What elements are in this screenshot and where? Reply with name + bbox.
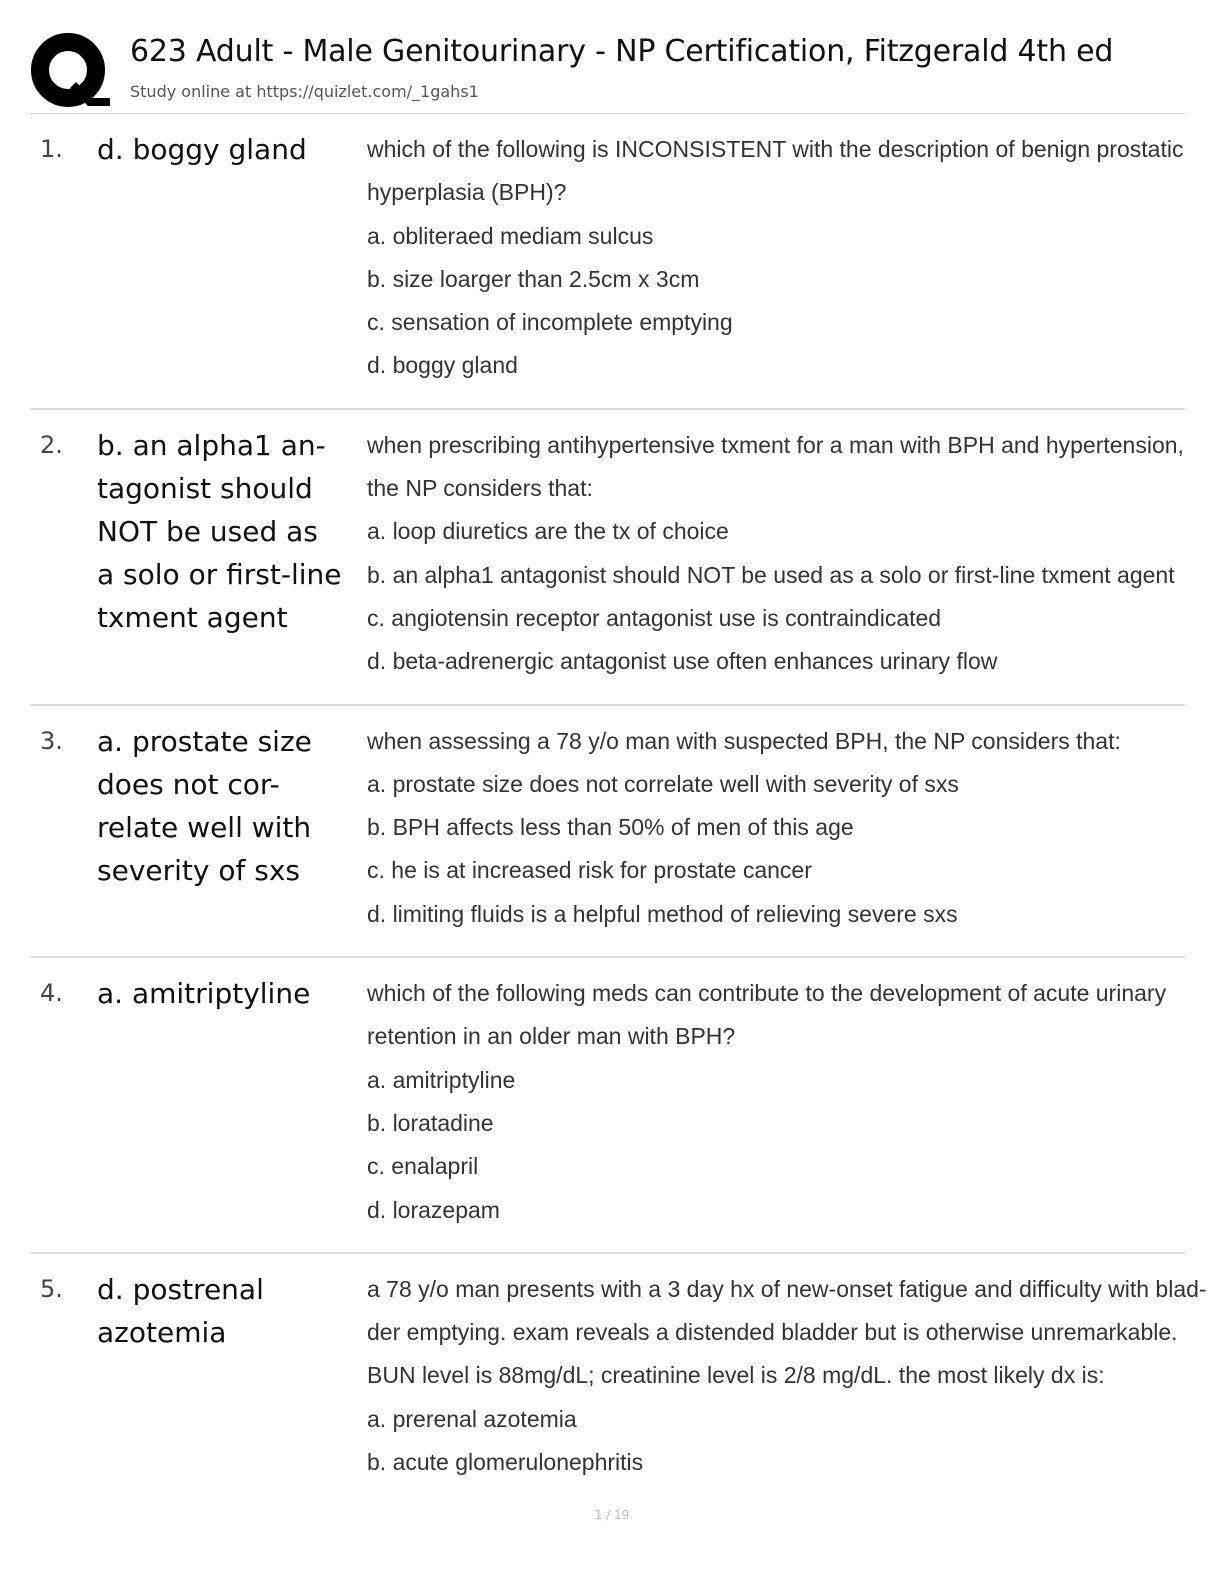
flashcard-row [30, 114, 1185, 410]
definition-line: d. boggy gland [367, 352, 518, 379]
definition-line: a. obliteraed mediam sulcus [367, 222, 654, 249]
study-online-link[interactable]: Study online at https://quizlet.com/_1gahs1 [130, 82, 479, 101]
definition-line: b. size loarger than 2.5cm x 3cm [367, 265, 700, 292]
flashcard-row [30, 1254, 1207, 1504]
definition-line: d. limiting fluids is a helpful method of relieving severe sxs [367, 900, 958, 927]
quizlet-q-logo-icon [30, 30, 110, 110]
card-term: b. an alpha1 an- tagonist should NOT be used as a solo or first-line txment agent [97, 428, 342, 634]
card-definition [367, 424, 1185, 684]
definition-line: a 78 y/o man presents with a 3 day hx of new-onset fatigue and difficulty with blad- [367, 1275, 1207, 1302]
card-term: a. prostate size does not cor- relate well with severity of sxs [97, 724, 312, 887]
card-definition [367, 720, 1185, 936]
definition-line: b. an alpha1 antagonist should NOT be used as a solo or first-line txment agent [367, 561, 1175, 588]
definition-line: b. loratadine [367, 1109, 494, 1136]
document-title: 623 Adult - Male Genitourinary - NP Certification, Fitzgerald 4th ed [130, 34, 1114, 69]
definition-line: der emptying. exam reveals a distended bladder but is otherwise unremarkable. [367, 1319, 1178, 1346]
definition-line: a. prerenal azotemia [367, 1405, 577, 1432]
flashcard-row [30, 706, 1185, 958]
definition-line: the NP considers that: [367, 475, 593, 502]
flashcard-list [30, 114, 1207, 1504]
page-indicator: 1 / 19 [594, 1508, 630, 1522]
definition-line: retention in an older man with BPH? [367, 1023, 736, 1050]
card-number: 2. [40, 430, 63, 459]
card-number: 4. [40, 979, 63, 1008]
definition-line: d. lorazepam [367, 1196, 500, 1223]
definition-line: a. amitriptyline [367, 1066, 516, 1093]
card-term: d. boggy gland [97, 133, 307, 166]
card-number: 1. [40, 135, 63, 163]
card-term: d. postrenal azotemia [97, 1272, 264, 1349]
definition-line: when prescribing antihypertensive txment for a man with BPH and hypertension, [367, 431, 1184, 458]
definition-line: hyperplasia (BPH)? [367, 179, 567, 206]
card-number: 5. [40, 1274, 63, 1303]
definition-line: when assessing a 78 y/o man with suspected BPH, the NP considers that: [367, 727, 1121, 754]
card-definition [367, 128, 1185, 388]
definition-line: a. loop diuretics are the tx of choice [367, 518, 729, 545]
flashcard-row [30, 958, 1185, 1254]
definition-line: b. acute glomerulonephritis [367, 1449, 644, 1476]
definition-line: which of the following meds can contribute to the development of acute urinary [367, 980, 1167, 1007]
page-header [30, 28, 1190, 118]
definition-line: d. beta-adrenergic antagonist use often enhances urinary flow [367, 648, 998, 675]
definition-line: BUN level is 88mg/dL; creatinine level is 2/8 mg/dL. the most likely dx is: [367, 1362, 1105, 1389]
flashcard-row [30, 410, 1185, 706]
card-term: a. amitriptyline [97, 977, 311, 1011]
definition-line: c. enalapril [367, 1153, 479, 1180]
definition-line: c. sensation of incomplete emptying [367, 309, 733, 336]
definition-line: c. angiotensin receptor antagonist use is contraindicated [367, 604, 942, 631]
definition-line: a. prostate size does not correlate well with severity of sxs [367, 770, 959, 797]
definition-line: which of the following is INCONSISTENT with the description of benign prostatic [367, 136, 1184, 162]
definition-line: c. he is at increased risk for prostate cancer [367, 857, 812, 884]
definition-line: b. BPH affects less than 50% of men of this age [367, 814, 854, 841]
card-definition [367, 972, 1185, 1232]
card-number: 3. [40, 726, 63, 755]
card-definition [367, 1268, 1207, 1484]
